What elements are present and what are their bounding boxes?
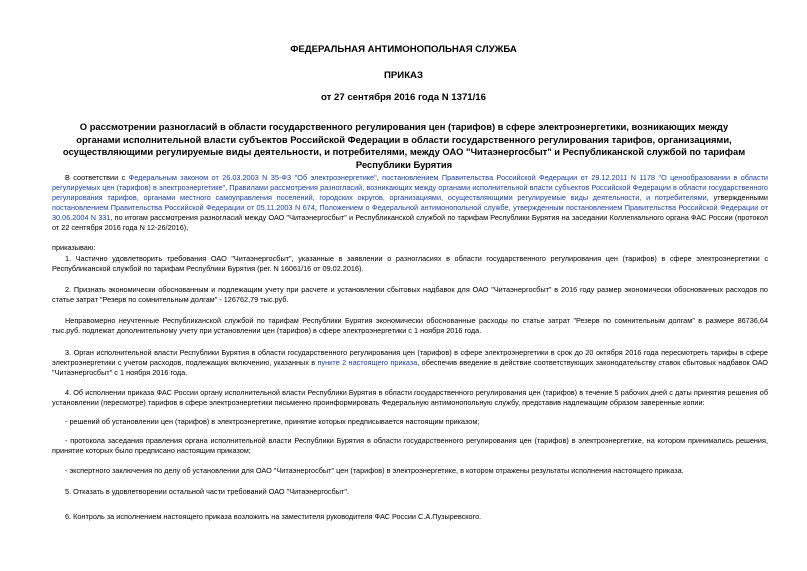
- link-item-2[interactable]: пункте 2 настоящего приказа: [317, 357, 418, 367]
- doc-type-heading: ПРИКАЗ: [384, 70, 423, 81]
- date-number-heading: от 27 сентября 2016 года N 1371/16: [321, 92, 486, 103]
- dash-item-2: - протокола заседания правления органа исполнительной власти Республики Бурятия в области государственного регулирования цен (тарифов) в электроэнергетике, на котором принимались решения, принятие которых было предписано настоящим приказом;: [52, 436, 768, 455]
- link-resolution-674[interactable]: постановлением Правительства Российской Федерации от 05.11.2003 N 674: [52, 202, 315, 212]
- order-word: приказываю:: [52, 243, 96, 252]
- item-3: 3. Орган исполнительной власти Республики Бурятия в области государственного регулирования цен (тарифов) в сфере электроэнергетики в срок до 20 октября 2016 года пересмотреть тарифы в сфере электроэнергетики с учетом расходов, подлежащих включению, указанных в пункте 2 настоящего приказа, обеспечив введение в действие соответствующих законодательству ставок сбытовых надбавок ОАО "Читаэнергосбыт" с 1 ноября 2016 года.: [52, 348, 768, 377]
- link-rules[interactable]: Правилами рассмотрения разногласий, возникающих между органами исполнительной власти субъектов Российской Федерации в области государственного регулирования тарифов, органами местного самоуправления поселений, городских округов, организациями, осуществляющими регулируемые виды деятельности, и потребителями: [52, 182, 768, 202]
- document-subject: О рассмотрении разногласий в области государственного регулирования цен (тарифов) в сфере электроэнергетики, возникающих между органами исполнительной власти субъектов Российской Федерации в области государственного регулирования тарифов, организациями, осуществляющими регулируемые виды деятельности, и потребителями, между ОАО "Читаэнергосбыт" и Республиканской службой по тарифам Республики Бурятия: [62, 121, 746, 170]
- agency-heading: ФЕДЕРАЛЬНАЯ АНТИМОНОПОЛЬНАЯ СЛУЖБА: [290, 44, 517, 55]
- link-fas-regulation[interactable]: Положением о Федеральной антимонопольной службе, утвержденным постановлением Правительства Российской Федерации от 30.06.2004 N 331: [52, 202, 769, 222]
- link-resolution-1178[interactable]: постановлением Правительства Российской Федерации от 29.12.2011 N 1178 "О ценообразовании в области регулируемых цен (тарифов) в электроэнергетике": [52, 173, 769, 192]
- preamble-paragraph: В соответствии с Федеральным законом от 26.03.2003 N 35-ФЗ "Об электроэнергетике", постановлением Правительства Российской Федерации от 29.12.2011 N 1178 "О ценообразовании в области регулируемых цен (тарифов) в электроэнергетике", Правилами рассмотрения разногласий, возникающих между органами исполнительной власти субъектов Российской Федерации в области государственного регулирования тарифов, органами местного самоуправления поселений, городских округов, организациями, осуществляющими регулируемые виды деятельности, и потребителями, утвержденными постановлением Правительства Российской Федерации от 05.11.2003 N 674, Положением о Федеральной антимонопольной службе, утвержденным постановлением Правительства Российской Федерации от 30.06.2004 N 331, по итогам рассмотрения разногласий между ОАО "Читаэнергосбыт" и Республиканской службой по тарифам Республики Бурятия на заседании Коллегиального органа ФАС России (протокол от 22 сентября 2016 года N 12-26/2016),: [52, 173, 769, 232]
- item-6: 6. Контроль за исполнением настоящего приказа возложить на заместителя руководителя ФАС России С.А.Пузыревского.: [65, 512, 482, 521]
- item-4: 4. Об исполнении приказа ФАС России органу исполнительной власти Республики Бурятия в области государственного регулирования цен (тарифов) в течение 5 рабочих дней с даты принятия решения об установлении (пересмотре) тарифов в сфере электроэнергетики письменно проинформировать Федеральную антимонопольную службу, представив надлежащим образом заверенные копии:: [52, 388, 768, 407]
- item-1: 1. Частично удовлетворить требования ОАО "Читаэнергосбыт", указанные в заявлении о разногласиях в области государственного регулирования цен (тарифов) в сфере электроэнергетики с Республиканской службой по тарифам Республики Бурятия (рег. N 16061/16 от 09.02.2016).: [52, 254, 768, 273]
- dash-item-3: - экспертного заключения по делу об установлении для ОАО "Читаэнергосбыт" цен (тарифов) в электроэнергетике, в котором отражены результаты исполнения настоящего приказа.: [65, 466, 684, 475]
- item-2: 2. Признать экономически обоснованным и подлежащим учету при расчете и установлении сбытовых надбавок для ОАО "Читаэнергосбыт" в 2016 году размер экономически обоснованных расходов по статье затрат "Резерв по сомнительным долгам" - 126762,79 тыс.руб.: [52, 285, 768, 304]
- link-federal-law[interactable]: Федеральным законом от 26.03.2003 N 35-ФЗ "Об электроэнергетике": [128, 173, 377, 182]
- item-5: 5. Отказать в удовлетворении остальной части требований ОАО "Читаэнергосбыт".: [65, 487, 349, 496]
- note-paragraph: Неправомерно неучтенные Республиканской службой по тарифам Республики Бурятия экономически обоснованные расходы по статье затрат "Резерв по сомнительным долгам" в размере 86736,64 тыс.руб. подлежат дополнительному учету при установлении цен (тарифов) в сфере электроэнергетики с 1 ноября 2016 года.: [52, 316, 768, 335]
- dash-item-1: - решений об установлении цен (тарифов) в электроэнергетике, принятие которых предписывается настоящим приказом;: [65, 417, 480, 426]
